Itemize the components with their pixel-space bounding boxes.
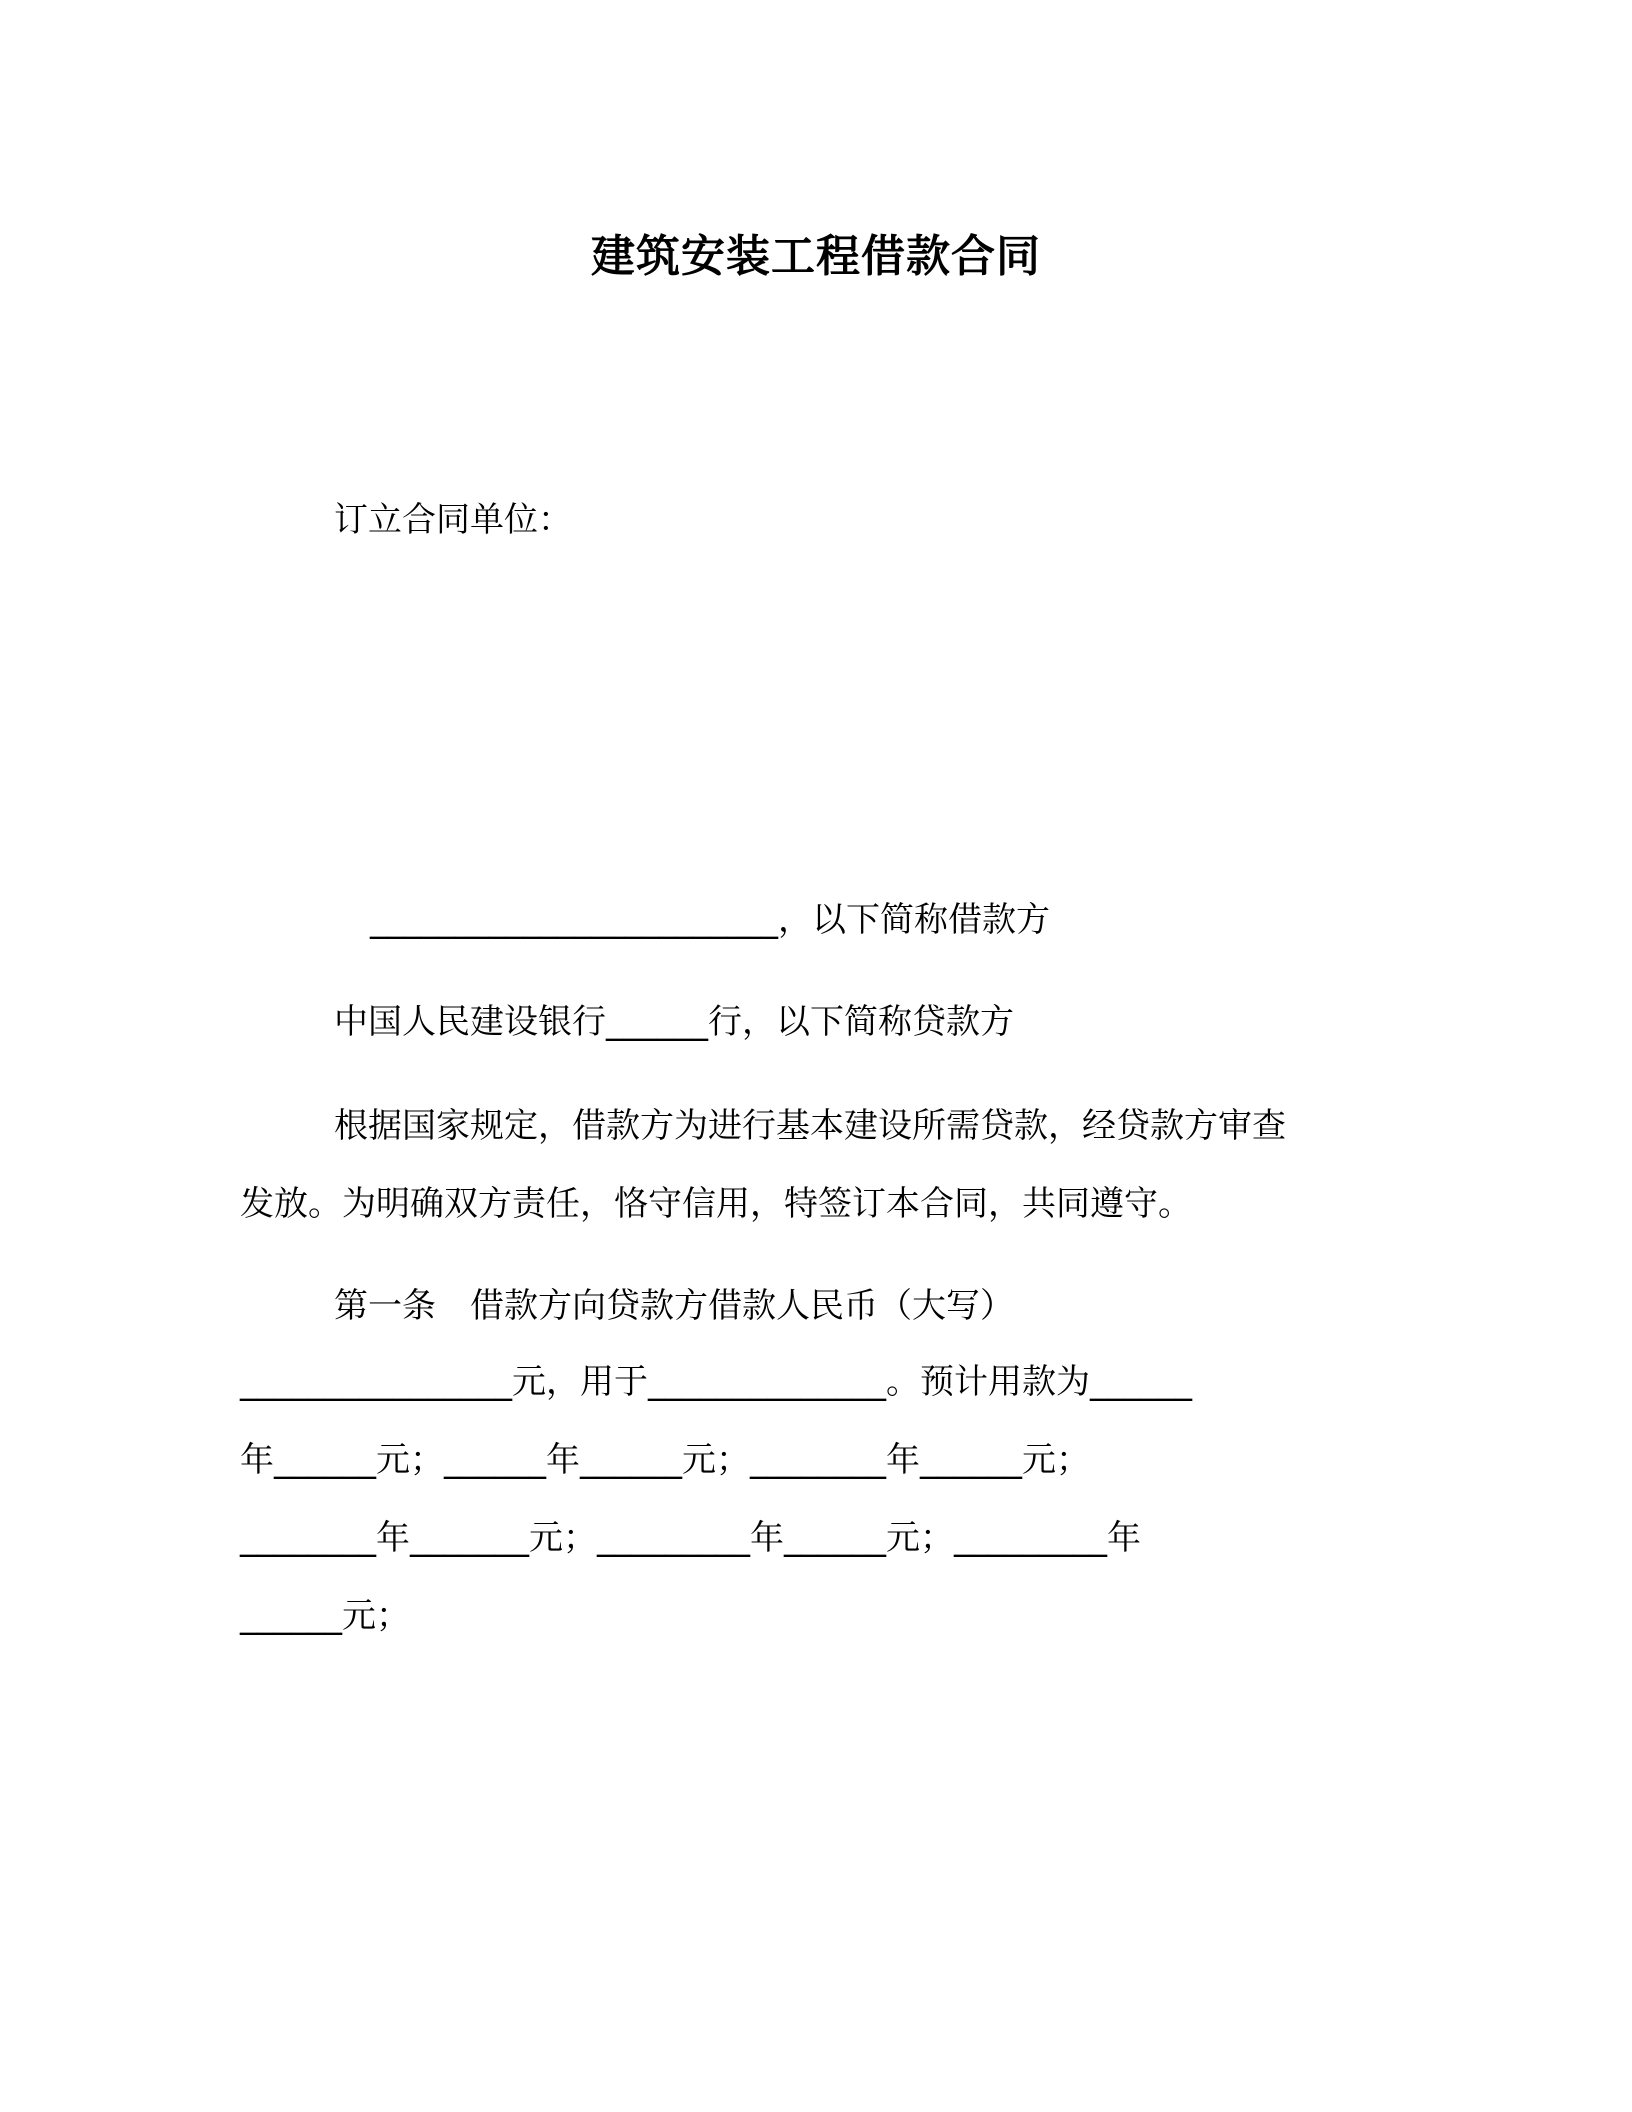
article-1-line-2: ________________元，用于______________。预计用款为______ [240, 1362, 1192, 1402]
borrower-line: ________________________，以下简称借款方 [370, 900, 1050, 940]
basis-paragraph-line-1: 根据国家规定，借款方为进行基本建设所需贷款，经贷款方审查 [334, 1106, 1286, 1146]
lender-line: 中国人民建设银行______行，以下简称贷款方 [334, 1002, 1014, 1042]
contract-title: 建筑安装工程借款合同 [591, 231, 1041, 282]
article-1-line-4: ________年_______元；_________年______元；_________年 [240, 1518, 1141, 1558]
parties-label: 订立合同单位： [334, 500, 572, 540]
article-1-line-5: ______元； [240, 1596, 410, 1636]
article-1-line-1: 第一条 借款方向贷款方借款人民币（大写） [334, 1286, 1014, 1326]
basis-paragraph-line-2: 发放。为明确双方责任，恪守信用，特签订本合同，共同遵守。 [240, 1184, 1192, 1224]
article-1-line-3: 年______元；______年______元；________年______元； [240, 1440, 1090, 1480]
